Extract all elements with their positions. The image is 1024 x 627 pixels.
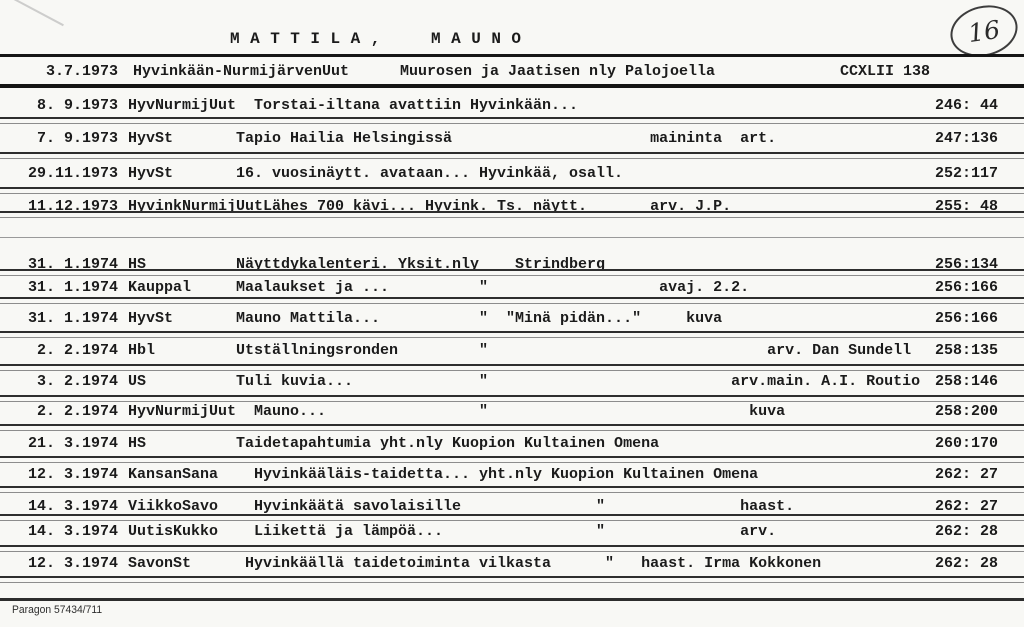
- entry-source: UutisKukko: [128, 523, 219, 540]
- entry-text: Mauno... " kuva: [236, 403, 786, 420]
- ruled-line: [0, 297, 1024, 304]
- ruled-line: [0, 84, 1024, 88]
- table-row: [0, 310, 1024, 328]
- card-title: MATTILA, MAUNO: [230, 30, 532, 48]
- entry-source: HyvinkNurmijUut: [128, 198, 264, 215]
- entry-date: 29.11.1973: [27, 165, 118, 182]
- card-stock-label: Paragon 57434/711: [12, 604, 103, 616]
- entry-date: 21. 3.1974: [27, 435, 118, 452]
- table-row: [0, 63, 1024, 81]
- table-row: [0, 97, 1024, 115]
- entry-text: Hyvinkäätä savolaisille " haast.: [236, 498, 795, 515]
- entry-text: Hyvinkäällä taidetoiminta vilkasta " haast. Irma Kokkonen: [236, 555, 822, 572]
- entry-source: Kauppal: [128, 279, 192, 296]
- entry-ref: 262: 28: [934, 523, 998, 540]
- entry-date: 3.7.1973: [45, 63, 118, 80]
- table-row: [0, 523, 1024, 541]
- entry-ref: 256:134: [934, 256, 998, 273]
- entry-source: HyvSt: [128, 165, 174, 182]
- entry-date: 8. 9.1973: [36, 97, 118, 114]
- ruled-line: [0, 187, 1024, 194]
- entry-text: Mauno Mattila... " "Minä pidän..." kuva: [236, 310, 723, 327]
- entry-ref: 258:200: [934, 403, 998, 420]
- ruled-line: [0, 269, 1024, 276]
- entry-source: Hyvinkään-NurmijärvenUut: [133, 63, 350, 80]
- entry-source: HyvNurmijUut: [128, 403, 237, 420]
- entry-date: 31. 1.1974: [27, 310, 118, 327]
- entry-text: Tuli kuvia... " arv.main. A.I. Routio: [236, 373, 921, 390]
- ruled-line: [0, 395, 1024, 402]
- ruled-line: [0, 211, 1024, 218]
- entry-ref: 262: 27: [934, 466, 998, 483]
- table-row: [0, 165, 1024, 183]
- entry-date: 31. 1.1974: [27, 256, 118, 273]
- entry-text: 16. vuosinäytt. avataan... Hyvinkää, osall.: [236, 165, 624, 182]
- entry-ref: 256:166: [934, 279, 998, 296]
- ruled-line: [0, 456, 1024, 463]
- entry-date: 14. 3.1974: [27, 523, 118, 540]
- ruled-line: [0, 54, 1024, 57]
- entry-ref: 252:117: [934, 165, 998, 182]
- entry-text: Taidetapahtumia yht.nly Kuopion Kultainen Omena: [236, 435, 660, 452]
- entry-date: 7. 9.1973: [36, 130, 118, 147]
- ruled-line: [0, 598, 1024, 601]
- ruled-line: [0, 545, 1024, 552]
- table-row: [0, 130, 1024, 148]
- table-row: [0, 555, 1024, 573]
- ruled-line: [0, 117, 1024, 124]
- entry-text: Torstai-iltana avattiin Hyvinkään...: [236, 97, 579, 114]
- entry-date: 12. 3.1974: [27, 555, 118, 572]
- ruled-line: [0, 514, 1024, 521]
- ruled-line: [0, 576, 1024, 583]
- entry-ref: 255: 48: [934, 198, 998, 215]
- entry-date: 12. 3.1974: [27, 466, 118, 483]
- entry-ref: CCXLII 138: [839, 63, 930, 80]
- entry-date: 11.12.1973: [27, 198, 118, 215]
- entry-text: Liikettä ja lämpöä... " arv.: [236, 523, 777, 540]
- entry-source: US: [128, 373, 147, 390]
- table-row: [0, 342, 1024, 360]
- table-row: [0, 373, 1024, 391]
- entry-text: Lähes 700 kävi... Hyvink. Ts. näytt. arv. J.P.: [236, 198, 732, 215]
- entry-date: 3. 2.1974: [36, 373, 118, 390]
- ruled-line: [0, 364, 1024, 371]
- entry-text: Tapio Hailia Helsingissä maininta art.: [236, 130, 777, 147]
- entry-ref: 258:135: [934, 342, 998, 359]
- entry-source: HS: [128, 256, 147, 273]
- entry-ref: 262: 27: [934, 498, 998, 515]
- page-number: 16: [966, 14, 1002, 48]
- ruled-line: [0, 152, 1024, 159]
- ruled-line: [0, 424, 1024, 431]
- ruled-line: [0, 486, 1024, 493]
- ruled-line: [0, 331, 1024, 338]
- entry-source: SavonSt: [128, 555, 192, 572]
- entry-ref: 246: 44: [934, 97, 998, 114]
- entry-date: 14. 3.1974: [27, 498, 118, 515]
- pencil-mark: [0, 0, 64, 26]
- entry-text: Näyttdykalenteri. Yksit.nly Strindberg: [236, 256, 606, 273]
- entry-source: Hbl: [128, 342, 156, 359]
- entry-ref: 247:136: [934, 130, 998, 147]
- entry-text: Hyvinkääläis-taidetta... yht.nly Kuopion Kultainen Omena: [236, 466, 759, 483]
- entry-text: Muurosen ja Jaatisen nly Palojoella: [400, 63, 716, 80]
- entry-date: 2. 2.1974: [36, 342, 118, 359]
- entry-text: Utställningsronden " arv. Dan Sundell: [236, 342, 912, 359]
- table-row: [0, 279, 1024, 297]
- entry-source: HyvSt: [128, 310, 174, 327]
- entry-date: 2. 2.1974: [36, 403, 118, 420]
- entry-source: KansanSana: [128, 466, 219, 483]
- table-row: [0, 435, 1024, 453]
- ruled-line: [0, 237, 1024, 238]
- entry-source: HyvNurmijUut: [128, 97, 237, 114]
- entry-ref: 256:166: [934, 310, 998, 327]
- table-row: [0, 466, 1024, 484]
- entry-date: 31. 1.1974: [27, 279, 118, 296]
- entry-source: HS: [128, 435, 147, 452]
- entry-ref: 260:170: [934, 435, 998, 452]
- entry-text: Maalaukset ja ... " avaj. 2.2.: [236, 279, 750, 296]
- entry-ref: 258:146: [934, 373, 998, 390]
- entry-source: ViikkoSavo: [128, 498, 219, 515]
- entry-ref: 262: 28: [934, 555, 998, 572]
- table-row: [0, 403, 1024, 421]
- entry-source: HyvSt: [128, 130, 174, 147]
